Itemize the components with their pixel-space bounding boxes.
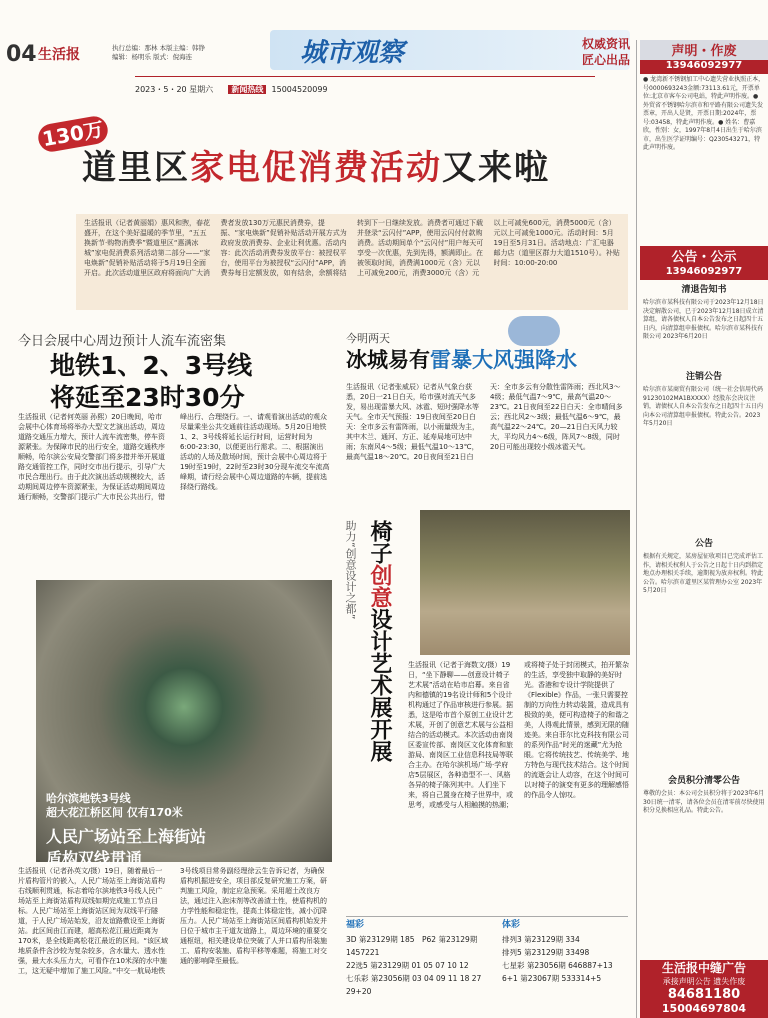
notice-title-3: 公告 — [694, 539, 713, 549]
headline-part-c: 又来啦 — [442, 148, 550, 188]
page-number: 04 — [6, 42, 37, 67]
lottery-results — [346, 916, 628, 1012]
notice-title-2: 注销公告 — [685, 372, 722, 382]
chair-headline-a: 椅子 — [367, 520, 392, 564]
weather-article: 生活报讯（记者张威辰）记者从气象台获悉，20日一21日白天，哈市强对流天气多发，易出现雷暴大风、冰雹、短时强降水等天气。全市天气预报：19日夜间至20日白天：全市多云有雷阵雨，以小雨量级为主，其中木兰、通河、方正、延寿局地可达中雨；东南风4～5级；最低气温10～13℃，最高气温18～20℃。20日夜间至21日白天：全市多云有分散性雷阵雨；西北风3～4级；最低气温7～9℃，最高气温20～23℃。21日夜间至22日白天：全市晴间多云；西北风2～3级；最低气温6～9℃，最高气温22～24℃。20—21日白天风力较大，平均风力4～6级，阵风7～8级，同时20日可能出现较小级冰雹天气。 — [346, 383, 623, 461]
notice-title-4: 会员积分清零公告 — [667, 776, 740, 786]
lottery-row-5: 排列5 第23129期 33498 — [502, 948, 590, 957]
lottery-row-7: 6+1 第23067期 533314+5 — [502, 974, 602, 983]
notice-body-2: 哈尔滨市某商贸有限公司（统一社会信用代码91230102MA1BXXXX）经股东会决议注销，请债权人自本公告发布之日起四十五日内向本公司清算组申报债权。特此公告。2023年5月20日 — [643, 386, 764, 427]
slogan — [582, 36, 630, 68]
announcement-header: 公告・公示 — [640, 246, 768, 266]
metro-article: 生活报讯（记者孙英文/摄）19日，随着最后一片盾构管片的嵌入，人民广场站至上海街站盾构右线顺利贯通，标志着哈尔滨地铁3号线人民广场站至上海街站盾构双线如期完成施工节点目标。人民广场站至上海街站区间为双线平行隧道，于人民广场站始发，沿友谊路敷设至上海街站。此区间由江而建，超高松花江最近距离为170米，是全线距离松花江最近的区间。“该区域地质条件含沙较为复杂较多，含水量大、透水性强，最大水头压力大，可看作在10米深的水中施工，这无疑中增加了施工风险。”中交一航局地铁3号线项目常务副经理徐云生告诉记者，为确保盾构机掘进安全，项目部反复研究施工方案，研判施工风险，制定应急预案。采用超土改良方法，通过注入泡沫剂等改善渣土性，使盾构机的力学性能和稳定性，提高土体稳定性，减小沉降压力。人民广场站至上海街站区间盾构机始发并日位于城市主干道友谊路上，周边环境的重要交通枢纽，相关建设单位突破了人并口盾构吊装施工、盾构安装施、盾构平移等难题，将施工对交通的影响降至最低。 — [18, 867, 327, 975]
lead-article — [76, 214, 628, 310]
notice-body-4: 尊敬的会员：本公司会员积分将于2023年6月30日统一清零，请各位会员在清零前尽快使用积分兑换相应礼品。特此公告。 — [643, 790, 765, 814]
chair-subtitle: 助力“创意设计之都” — [344, 520, 357, 620]
notice-body-3: 根据有关规定，某房屋征收项目已完成评估工作，请相关权利人于公告之日起十日内到指定地点办理相关手续，逾期视为放弃权利。特此公告。哈尔滨市道里区某管理办公室 2023年5月20日 — [643, 553, 764, 594]
chair-headline-c: 设计艺术展开展 — [367, 608, 392, 762]
statement-phone: 13946092977 — [640, 60, 768, 74]
editor-line-1: 执行总编：那林 本版主编：韩铮 — [112, 44, 206, 52]
slogan-line-1: 权威资讯 — [582, 37, 631, 51]
lead-article-text: 生活报讯（记者黄丽娟）惠风和煦，春花盛开，在这个美好温暖的季节里，“五五换新节·购物消费季”暨道里区“惠满冰城”家电促消费系列活动第二部分——“家电焕新”促销补贴活动将于5月19日全面开启。此次活动道里区政府将面向广大消费者发放130万元惠民消费券，提振、“家电焕新”促销补贴活动开展方式为政府发放消费券、企业让利优惠。活动内容：此次活动消费券发放平台：被授权平台，使用平台为被授权“云闪付”APP，消费券每日定额发放，如有结余，余额将结转到下一日继续发放。消费者可通过下载并登录“云闪付”APP，使用云闪付付款购消费。活动期间单个“云闪付”用户每天可享受一次优惠，先到先得，额满即止。在被领取时间，消费满1000元（含）元以上可减免200元，消费3000元（含）元以上可减免600元，消费5000元（含）元以上可减免1000元。活动时间：5月19日至5月31日。活动地点：广汇电器邮力店（道里区群力大道1510号）。补贴时间：10:00-20:00 — [84, 219, 620, 277]
weather-headline — [346, 344, 577, 374]
headline-part-b: 家电促消费活动 — [190, 148, 442, 188]
weather-kicker: 今明两天 — [346, 332, 390, 345]
metro-headline-1: 人民广场站至上海街站 — [46, 827, 207, 846]
subway-kicker: 今日会展中心周边预计人流车流密集 — [18, 334, 227, 349]
statement-header: 声明・作废 — [640, 40, 768, 60]
lottery-row-3: 七乐彩 第23056期 03 04 09 11 18 27 29+20 — [346, 974, 482, 996]
chair-article: 生活报讯（记者于海数文/摄）19日，“坐下静聊——创意设计椅子艺术展”活动在哈市启幕。来自省内和德镇的19名设计师和5个设计机构通过了作品审核进行参展。据悉，这是哈市首个原创工业设计艺术展，开创了创意艺术展与公益相结合的活动模式。本次活动由南岗区委宣传部、南岗区文化体育和旅游局、南岗区工业信息科技局等联合主办。在哈尔滨机场广场·学府店5层展区，各种造型不一、风格各异的椅子陈列其中。人们坐下来，将自己置身在椅子世界中，或思考，或感受与人相触摸的热潮；或将椅子处于封闭模式，拍开繁杂的生活，享受独中取静的美好时光。香港和专设计学院提供了《Flexible》作品，一张只需要控制的万向性力转动装置，造成具有极致的美，便可构造椅子的和谐之美，人得观此情景，感到无限的随迹美。来自菲尔比克科技有限公司的系列作品“时光的迷藏”尤为抢眼。它将传统技艺、传统美学、地方特色与现代技术结合。这个时间的流逝会让人动容，在这个时间可以对椅子的演变有更多的理解感悟的作品令人惊叹。 — [408, 661, 629, 809]
issue-date: 2023・5・20 星期六 — [135, 85, 214, 94]
announcement-phone: 13946092977 — [640, 266, 768, 280]
metro-headline-2: 盾构双线贯通 — [46, 849, 143, 868]
fucai-label: 福彩 — [346, 920, 365, 930]
lottery-row-4: 排列3 第23129期 334 — [502, 935, 580, 944]
editor-line-2: 编辑：杨明乐 版式：倪海连 — [112, 53, 193, 61]
lottery-row-6: 七星彩 第23056期 646887+13 — [502, 961, 613, 970]
classified-sidebar — [640, 40, 768, 1018]
headline-part-a: 道里区 — [82, 148, 190, 188]
notice-body-1: 哈尔滨市某科技有限公司于2023年12月18日决定解散公司，已于2023年12月18日成立清算组，请各债权人自本公告发布之日起四十五日内，向清算组申报债权。哈尔滨市某科技有限公司 2023年6月20日 — [643, 299, 764, 340]
lottery-row-1: 3D 第23129期 185 P62 第23129期 1457221 — [346, 935, 478, 957]
main-headline — [82, 140, 550, 189]
lottery-row-2: 22选5 第23129期 01 05 07 10 12 — [346, 961, 469, 970]
photo-caption-2: 超大花江桥区间 仅有170米 — [46, 806, 183, 819]
subway-headline-2: 将延至23时30分 — [50, 383, 245, 412]
weather-headline-a: 冰城易有 — [346, 348, 430, 372]
metro-headline — [46, 826, 206, 870]
newspaper-logo: 生活报 — [38, 47, 80, 63]
slogan-line-2: 匠心出品 — [582, 53, 631, 67]
ad-line: 承接声明公告 遗失作废 — [662, 977, 746, 986]
amount-tag: 130万 — [36, 114, 110, 154]
classified-ad-box — [640, 960, 768, 1018]
section-title: 城市观察 — [300, 38, 405, 68]
notice-title-1: 清退告知书 — [681, 285, 727, 295]
statement-notices: ● 龙湾新不锈钢加工中心遗失营业执照正本，号0000693243金额:73113.61元，开票单位:北京市客车公司电站，特此声明作废。● 外贸省不锈钢哈尔滨市和平路有限公司遗失发票章，开出人是贤，开票日期:2024年，票号:03458，特此声明作废。● 姓名：曹嘉欣，性别：女，1997年8月4日出生于哈尔滨市，出生医学证明编号：Q230543271，特此声明作废。 — [643, 76, 765, 151]
ad-phone-2: 15004697804 — [661, 1002, 747, 1015]
subway-headline-1: 地铁1、2、3号线 — [50, 351, 253, 380]
chair-headline-b: 创意 — [367, 564, 392, 608]
photo-caption-1: 哈尔滨地铁3号线 — [46, 792, 131, 805]
weather-headline-b: 雷暴大风强降水 — [430, 348, 577, 372]
editor-credits — [112, 44, 205, 62]
subway-headline — [50, 350, 252, 414]
hotline-number: 15004520099 — [271, 85, 328, 94]
dateline — [135, 76, 595, 94]
chair-headline — [366, 520, 392, 900]
column-divider — [636, 40, 637, 1018]
chair-exhibition-photo — [420, 510, 630, 655]
ticai-label: 体彩 — [502, 920, 521, 930]
ad-title: 生活报中缝广告 — [661, 961, 746, 975]
hotline-label: 新闻热线 — [228, 85, 266, 94]
ad-phone-1: 84681180 — [667, 987, 741, 1002]
photo-caption — [46, 792, 183, 820]
storm-cloud-icon — [508, 316, 560, 346]
subway-article: 生活报讯（记者何英丽 孙熙）20日晚间，哈市会展中心体育场将举办大型文艺演出活动，周边道路交通压力增大，预计人流车流密集，停车资源紧张。为保障市民的出行安全，道路交通秩序顺畅，哈尔滨公安局交警部门将多措并举开展道路交通管控工作，同时交市出行提示，引导广大市民合理出行。由于此次演出活动规模较大，活动期间周边停车资源紧张，为保证活动期间周边通行顺畅，交警部门提示广大市民公共出行，错峰出行、合理绕行。一、请观看演出活动的观众尽量乘坐公共交通前往活动现场。5月20日地铁1、2、3号线将延长运行时间，运营时间为6:00-23:30，以便更出行需求。二、根据演出活动的人场及散场时间，预计会展中心周边将于19时至19时，22时至23时30分现车流交车流高峰期，请行经会展中心周边道路的车辆，提前选择绕行路线。 — [18, 413, 330, 501]
